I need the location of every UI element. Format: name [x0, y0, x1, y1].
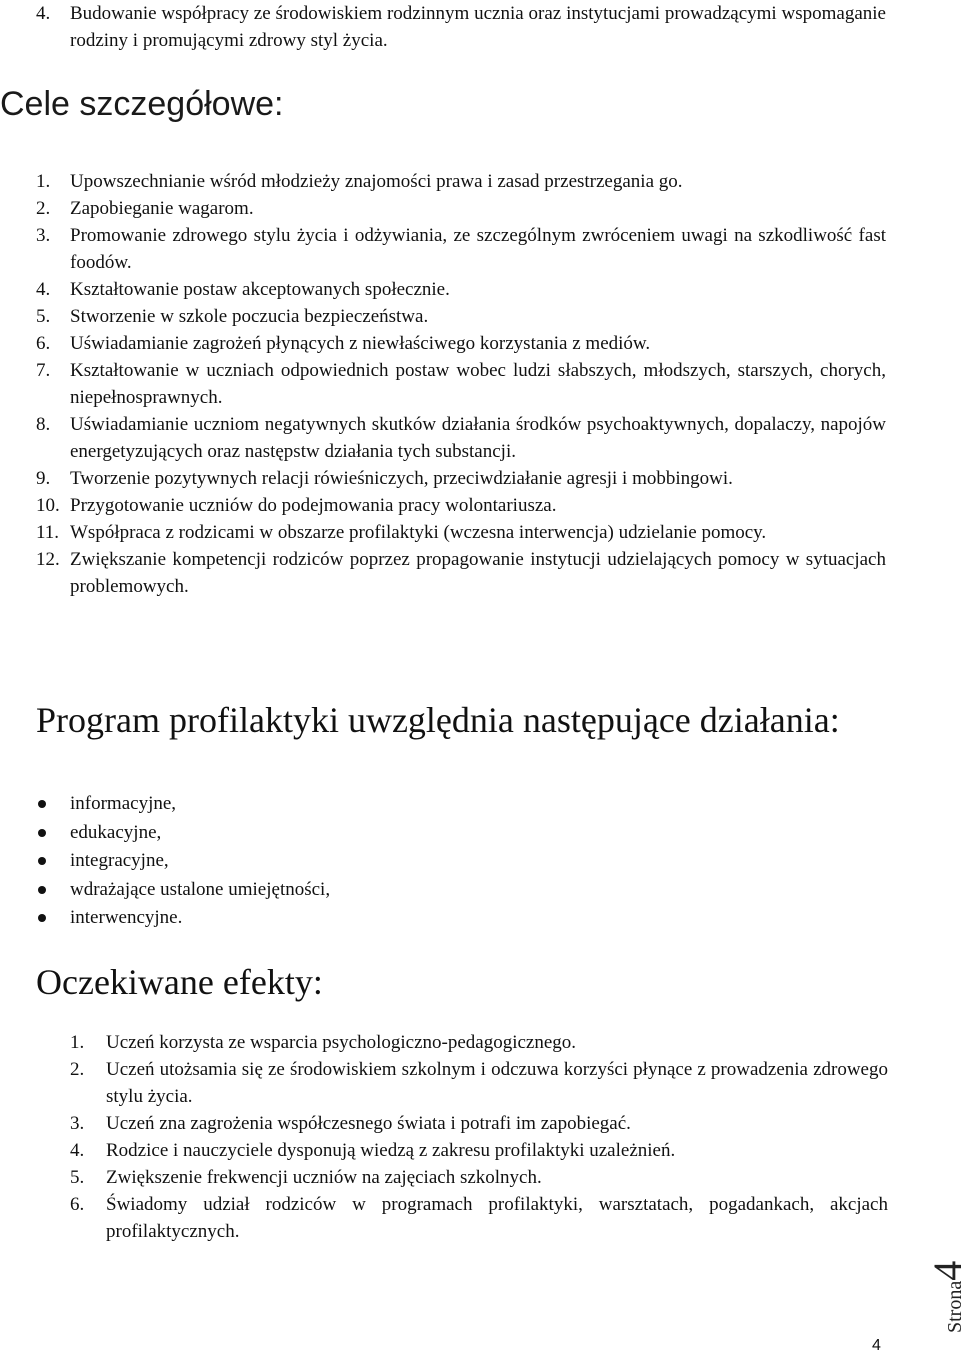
list-item [36, 0, 886, 54]
list-number: 4. [36, 279, 51, 300]
list-text: Rodzice i nauczyciele dysponują wiedzą z zakresu profilaktyki uzależnień. [106, 1140, 676, 1161]
list-number: 6. [70, 1194, 85, 1215]
list-number: 11. [36, 522, 60, 543]
section-heading-efekty: Oczekiwane efekty: [36, 962, 323, 1002]
bullet-icon [38, 857, 46, 865]
bullet-item [36, 847, 330, 876]
side-page-word: Strona [944, 1280, 966, 1333]
list-number: 6. [36, 333, 51, 354]
bullet-text: interwencyjne. [70, 907, 183, 928]
list-item [36, 168, 886, 195]
list-number: 4. [70, 1140, 85, 1161]
list-item [36, 303, 886, 330]
side-page-label-text [924, 1261, 971, 1333]
list-number: 7. [36, 360, 51, 381]
bullet-icon [38, 914, 46, 922]
list-item [36, 546, 886, 600]
list-number: 5. [36, 306, 51, 327]
list-number: 3. [36, 225, 51, 246]
bullet-text: wdrażające ustalone umiejętności, [70, 878, 331, 900]
list-number: 4. [36, 3, 51, 24]
list-text: Kształtowanie w uczniach odpowiednich postaw wobec ludzi słabszych, młodszych, starszych, chorych, niepełnosprawnych. [70, 360, 886, 408]
goals-list [36, 168, 886, 600]
list-item [36, 492, 886, 519]
list-item [36, 195, 886, 222]
intro-list [36, 0, 886, 54]
bullet-icon [38, 829, 46, 837]
bullet-text: integracyjne, [70, 850, 169, 871]
bullet-icon [38, 800, 46, 808]
bullet-item [36, 819, 330, 848]
list-text: Zwiększenie frekwencji uczniów na zajęciach szkolnych. [106, 1167, 542, 1188]
page-number: 4 [872, 1337, 881, 1354]
bullet-text: edukacyjne, [70, 821, 162, 843]
list-text: Uczeń korzysta ze wsparcia psychologiczno-pedagogicznego. [106, 1032, 577, 1053]
list-item [36, 465, 886, 492]
list-item [36, 519, 886, 546]
list-item [70, 1029, 888, 1056]
list-item [36, 411, 886, 465]
effects-list [70, 1029, 888, 1245]
list-number: 12. [36, 549, 60, 570]
list-item [36, 276, 886, 303]
list-number: 8. [36, 414, 51, 435]
list-text: Uczeń zna zagrożenia współczesnego świata i potrafi im zapobiegać. [106, 1113, 631, 1134]
list-text: Tworzenie pozytywnych relacji rówieśniczych, przeciwdziałanie agresji i mobbingowi. [70, 468, 733, 489]
list-text: Stworzenie w szkole poczucia bezpieczeństwa. [70, 306, 429, 327]
list-text: Budowanie współpracy ze środowiskiem rodzinnym ucznia oraz instytucjami prowadzącymi wspomaganie rodziny i promującymi zdrowy styl życia. [70, 3, 886, 51]
list-number: 1. [70, 1032, 85, 1053]
list-text: Przygotowanie uczniów do podejmowania pracy wolontariusza. [70, 495, 557, 516]
list-text: Uświadamianie zagrożeń płynących z niewłaściwego korzystania z mediów. [70, 333, 651, 354]
bullet-icon [38, 886, 46, 894]
activities-bullet-list [36, 790, 330, 933]
list-item [36, 222, 886, 276]
section-heading-program: Program profilaktyki uwzględnia następujące działania: [36, 700, 840, 740]
list-number: 9. [36, 468, 51, 489]
side-page-number: 4 [925, 1260, 970, 1281]
list-item [70, 1164, 888, 1191]
list-text: Zwiększanie kompetencji rodziców poprzez propagowanie instytucji udzielających pomocy w sytuacjach problemowych. [70, 549, 886, 597]
section-heading-cele: Cele szczegółowe: [0, 85, 284, 123]
list-number: 3. [70, 1113, 85, 1134]
list-text: Uświadamianie uczniom negatywnych skutków działania środków psychoaktywnych, dopalaczy, napojów energetyzujących oraz następstw działania tych substancji. [70, 414, 886, 462]
list-item [70, 1191, 888, 1245]
side-page-label [912, 1205, 970, 1335]
list-item [70, 1056, 888, 1110]
list-item [70, 1110, 888, 1137]
list-text: Uczeń utożsamia się ze środowiskiem szkolnym i odczuwa korzyści płynące z prowadzenia zdrowego stylu życia. [106, 1059, 888, 1107]
list-item [70, 1137, 888, 1164]
list-item [36, 357, 886, 411]
list-number: 10. [36, 495, 60, 516]
list-text: Zapobieganie wagarom. [70, 198, 254, 219]
list-text: Upowszechnianie wśród młodzieży znajomości prawa i zasad przestrzegania go. [70, 171, 683, 192]
bullet-item [36, 904, 330, 933]
list-text: Promowanie zdrowego stylu życia i odżywiania, ze szczególnym zwróceniem uwagi na szkodliwość fast foodów. [70, 225, 886, 273]
list-text: Świadomy udział rodziców w programach profilaktyki, warsztatach, pogadankach, akcjach profilaktycznych. [106, 1194, 888, 1242]
list-text: Kształtowanie postaw akceptowanych społecznie. [70, 279, 450, 300]
bullet-item [36, 790, 330, 819]
bullet-text: informacyjne, [70, 793, 177, 814]
bullet-item [36, 876, 330, 905]
list-item [36, 330, 886, 357]
list-number: 5. [70, 1167, 85, 1188]
list-number: 1. [36, 171, 51, 192]
list-text: Współpraca z rodzicami w obszarze profilaktyki (wczesna interwencja) udzielanie pomocy. [70, 522, 767, 543]
list-number: 2. [36, 198, 51, 219]
list-number: 2. [70, 1059, 85, 1080]
